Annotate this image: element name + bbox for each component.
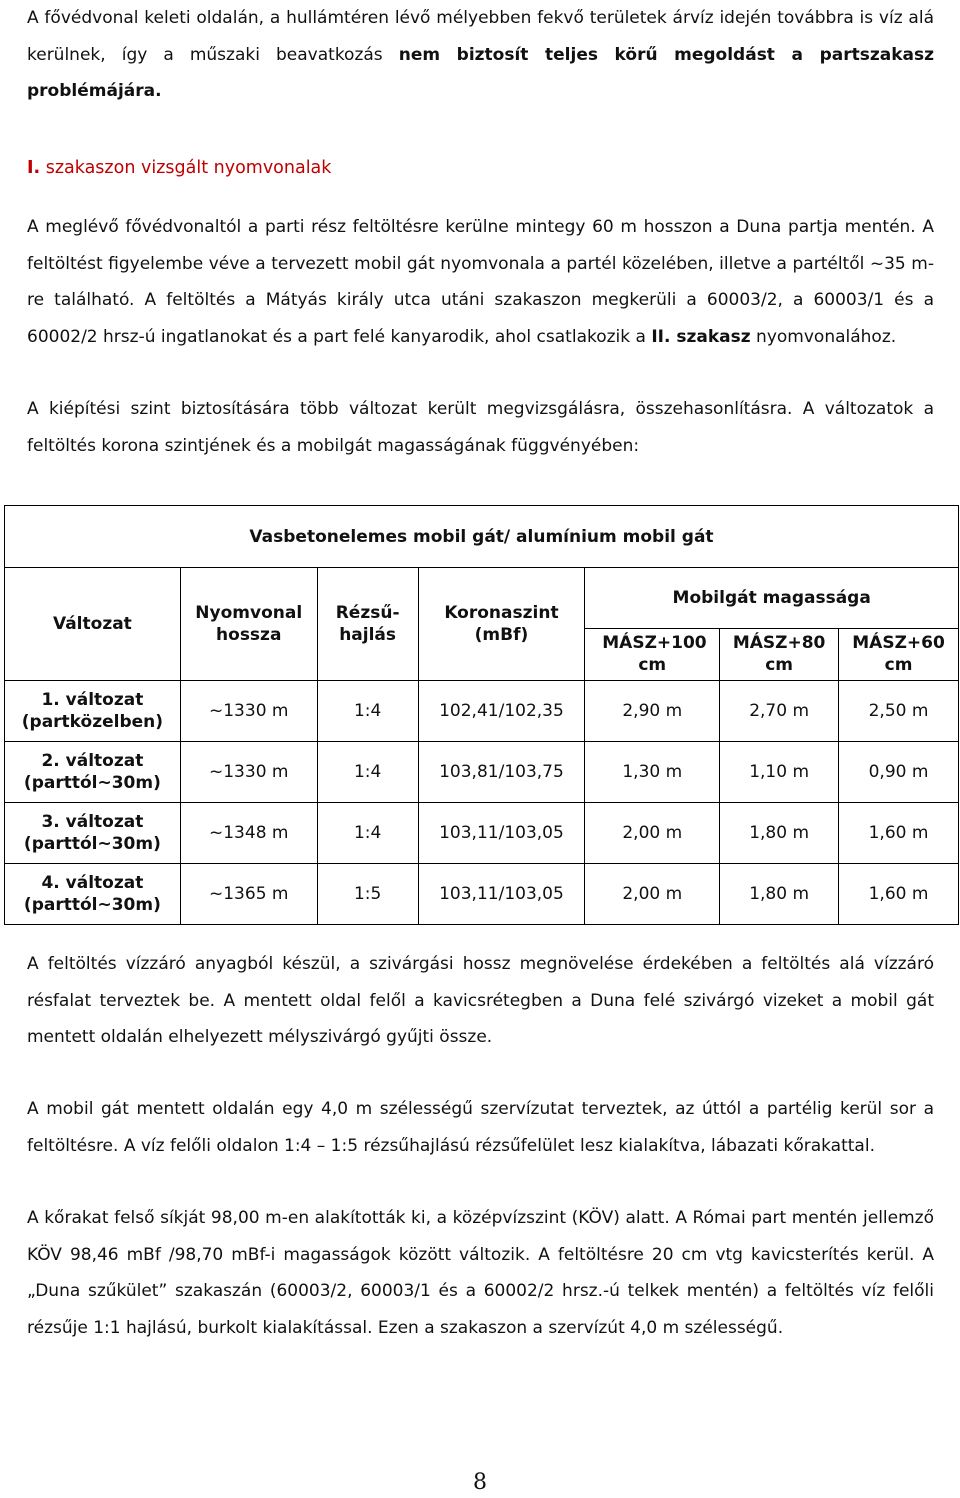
- row-slope: 1:5: [317, 864, 418, 925]
- header-slope: Rézsű-hajlás: [317, 568, 418, 681]
- intro-bold-text: nem biztosít teljes körű megoldást a partszakasz problémájára.: [27, 44, 934, 101]
- header-route-length: Nyomvonal hossza: [180, 568, 317, 681]
- row-length: ~1330 m: [180, 742, 317, 803]
- row-variant: 3. változat (parttól~30m): [5, 803, 181, 864]
- row-crown: 103,11/103,05: [418, 803, 585, 864]
- header-masz-60: MÁSZ+60 cm: [839, 628, 959, 680]
- row-h60: 0,90 m: [839, 742, 959, 803]
- header-mobile-height: Mobilgát magassága: [585, 568, 959, 629]
- row-length: ~1330 m: [180, 681, 317, 742]
- row-crown: 103,11/103,05: [418, 864, 585, 925]
- table-row: [5, 681, 959, 742]
- row-crown: 103,81/103,75: [418, 742, 585, 803]
- route-text-end: nyomvonalához.: [750, 326, 897, 347]
- row-h100: 1,30 m: [585, 742, 720, 803]
- intro-paragraph: [27, 0, 934, 110]
- header-masz-100: MÁSZ+100 cm: [585, 628, 720, 680]
- row-h100: 2,00 m: [585, 864, 720, 925]
- row-h60: 1,60 m: [839, 864, 959, 925]
- page-number: 8: [473, 1470, 487, 1495]
- row-variant: 4. változat (parttól~30m): [5, 864, 181, 925]
- row-slope: 1:4: [317, 681, 418, 742]
- row-h80: 2,70 m: [720, 681, 839, 742]
- section-heading-text: szakaszon vizsgált nyomvonalak: [40, 158, 332, 178]
- row-length: ~1348 m: [180, 803, 317, 864]
- row-h80: 1,80 m: [720, 864, 839, 925]
- variants-paragraph: A kiépítési szint biztosítására több változat került megvizsgálásra, összehasonlításra. A változatok a feltöltés korona szintjének és a mobilgát magasságának függvényében:: [27, 399, 934, 456]
- table-row: [5, 742, 959, 803]
- riprap-paragraph: A kőrakat felső síkját 98,00 m-en alakították ki, a középvízszint (KÖV) alatt. A Római part mentén jellemző KÖV 98,46 mBf /98,70 mBf-i magasságok között változik. A feltöltésre 20 cm vtg kavicsterítés kerül. A „Duna szűkület” szakaszán (60003/2, 60003/1 és a 60002/2 hrsz.-ú telkek mentén) a feltöltés víz felőli rézsűje 1:1 hajlású, burkolt kialakítással. Ezen a szakaszon a szervízút 4,0 m szélességű.: [27, 1208, 934, 1338]
- row-variant: 2. változat (parttól~30m): [5, 742, 181, 803]
- row-slope: 1:4: [317, 742, 418, 803]
- route-paragraph: [27, 209, 934, 355]
- header-variant: Változat: [5, 568, 181, 681]
- row-slope: 1:4: [317, 803, 418, 864]
- header-crown-level: Koronaszint (mBf): [418, 568, 585, 681]
- service-road-paragraph: A mobil gát mentett oldalán egy 4,0 m szélességű szervízutat terveztek, az úttól a partélig kerül sor a feltöltésre. A víz felőli oldalon 1:4 – 1:5 rézsűhajlású rézsűfelület lesz kialakítva, lábazati kőrakattal.: [27, 1099, 934, 1156]
- row-variant: 1. változat (partközelben): [5, 681, 181, 742]
- route-text: A meglévő fővédvonaltól a parti rész feltöltésre kerülne mintegy 60 m hosszon a Duna partja mentén. A feltöltést figyelembe véve a tervezett mobil gát nyomvonala a partél közelében, illetve a partéltől ~35 m-re található. A feltöltés a Mátyás király utca utáni szakaszon megkerüli a 60003/2, a 60003/1 és a 60002/2 hrsz-ú ingatlanokat és a part felé kanyarodik, ahol csatlakozik a: [27, 217, 934, 347]
- table-row: [5, 803, 959, 864]
- section-heading-number: I.: [27, 158, 41, 178]
- fill-paragraph: A feltöltés vízzáró anyagból készül, a szivárgási hossz megnövelése érdekében a feltöltés alá vízzáró résfalat terveztek be. A mentett oldal felől a kavicsrétegben a Duna felé szivárgó vizeket a mobil gát mentett oldalán elhelyezett mélyszivárgó gyűjti össze.: [27, 954, 934, 1047]
- row-h60: 1,60 m: [839, 803, 959, 864]
- section-heading: [27, 150, 331, 186]
- row-crown: 102,41/102,35: [418, 681, 585, 742]
- header-masz-80: MÁSZ+80 cm: [720, 628, 839, 680]
- variants-table: [4, 505, 959, 925]
- row-h60: 2,50 m: [839, 681, 959, 742]
- row-h100: 2,90 m: [585, 681, 720, 742]
- route-bold-text: II. szakasz: [651, 326, 751, 347]
- row-h80: 1,10 m: [720, 742, 839, 803]
- table-row: [5, 864, 959, 925]
- row-h80: 1,80 m: [720, 803, 839, 864]
- table-caption: Vasbetonelemes mobil gát/ alumínium mobil gát: [5, 506, 959, 568]
- row-length: ~1365 m: [180, 864, 317, 925]
- intro-text: A fővédvonal keleti oldalán, a hullámtéren lévő mélyebben fekvő területek árvíz idején továbbra is víz alá kerülnek, így a műszaki beavatkozás: [27, 8, 934, 65]
- row-h100: 2,00 m: [585, 803, 720, 864]
